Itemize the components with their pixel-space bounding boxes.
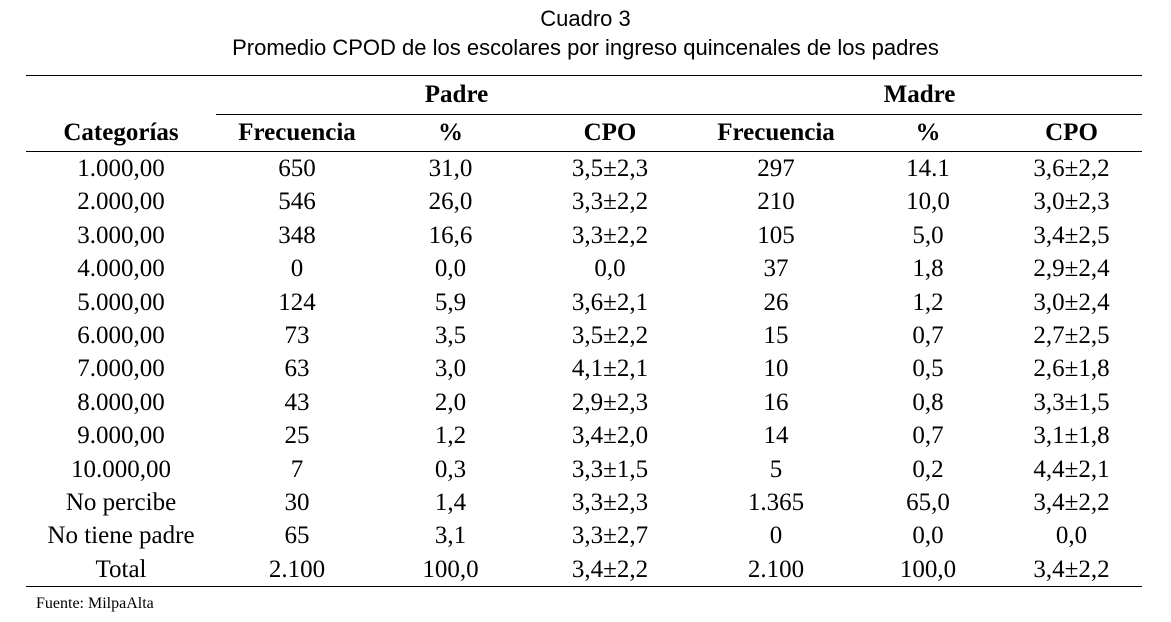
column-header: CPO <box>1001 115 1142 152</box>
source-note: Fuente: MilpaAlta <box>36 595 154 612</box>
table-cell: 0,8 <box>912 388 944 416</box>
table-row <box>26 386 1142 419</box>
table-cell: 1,8 <box>912 255 944 283</box>
table-cell: 26,0 <box>428 188 473 216</box>
table-cell: 15 <box>763 322 789 350</box>
table-cell: 8.000,00 <box>77 388 165 416</box>
column-header: Frecuencia <box>216 115 378 152</box>
table-cell: 2.100 <box>216 553 378 587</box>
table-cell: 65 <box>284 522 310 550</box>
table-cell: 3,3±2,3 <box>571 489 649 517</box>
column-header: % <box>855 115 1001 152</box>
table-cell: Total <box>26 553 216 587</box>
table-cell: 3.000,00 <box>77 221 165 249</box>
table-cell: 2,6±1,8 <box>1033 355 1110 383</box>
table-cell: 2,9±2,4 <box>1033 255 1110 283</box>
table-number: Cuadro 3 <box>540 6 631 31</box>
table-cell: 2.100 <box>697 553 855 587</box>
table-row <box>26 319 1142 352</box>
table-cell: 3,0±2,4 <box>1033 288 1110 316</box>
table-cell: 0,5 <box>912 355 944 383</box>
table-row <box>26 219 1142 252</box>
column-header: Categorías <box>26 115 216 152</box>
table-cell: 65,0 <box>906 489 950 517</box>
table-cell: 650 <box>278 155 316 182</box>
table-cell: 1,2 <box>434 422 467 450</box>
table-cell: 4,4±2,1 <box>1033 455 1110 483</box>
group-header-madre: Madre <box>697 76 1142 115</box>
table-title-block <box>0 4 1171 62</box>
table-cell: 3,3±1,5 <box>1033 388 1110 416</box>
table-cell: 3,5±2,3 <box>571 155 649 182</box>
table-cell: 210 <box>757 188 795 216</box>
table-cell: 1,4 <box>434 489 467 517</box>
table-cell: 3,3±2,2 <box>571 221 649 249</box>
table-cell: 16,6 <box>428 221 473 249</box>
table-cell: 1.365 <box>747 489 805 517</box>
table-cell: 3,4±2,5 <box>1033 221 1110 249</box>
table-body <box>26 152 1142 587</box>
table-cell: 0,2 <box>912 455 944 483</box>
group-header-padre: Padre <box>216 76 697 115</box>
table-cell: No tiene padre <box>47 522 195 550</box>
table-container <box>26 75 1142 587</box>
table-cell: 0 <box>290 255 304 283</box>
column-header-row <box>26 115 1142 152</box>
table-cell: 3,3±2,7 <box>571 522 649 550</box>
table-cell: No percibe <box>65 489 177 517</box>
table-cell: 4.000,00 <box>77 255 165 283</box>
table-cell: 3,4±2,0 <box>571 422 649 450</box>
table-cell: 5,9 <box>434 288 467 316</box>
table-cell: 5.000,00 <box>77 288 165 316</box>
table-caption: Promedio CPOD de los escolares por ingreso quincenales de los padres <box>232 35 939 60</box>
table-cell: 14.1 <box>906 155 950 182</box>
table-cell: 5,0 <box>912 221 944 249</box>
table-cell: 297 <box>757 155 795 182</box>
group-header-blank <box>26 76 216 115</box>
table-cell: 124 <box>278 288 316 316</box>
table-cell: 0,7 <box>912 322 944 350</box>
table-cell: 1,2 <box>912 288 944 316</box>
table-row <box>26 553 1142 587</box>
column-header: CPO <box>523 115 697 152</box>
table-cell: 2,0 <box>434 388 467 416</box>
table-cell: 3,0 <box>434 355 467 383</box>
table-cell: 3,1±1,8 <box>1033 422 1110 450</box>
table-cell: 2,7±2,5 <box>1033 322 1110 350</box>
table-cell: 25 <box>284 422 310 450</box>
table-cell: 63 <box>284 355 310 383</box>
table-cell: 4,1±2,1 <box>571 355 649 383</box>
table-cell: 0,0 <box>912 522 944 550</box>
table-cell: 0,0 <box>1055 522 1088 550</box>
table-cell: 10.000,00 <box>71 455 171 483</box>
table-cell: 3,4±2,2 <box>523 553 697 587</box>
column-header: % <box>378 115 523 152</box>
table-cell: 100,0 <box>855 553 1001 587</box>
table-row <box>26 519 1142 552</box>
table-cell: 10,0 <box>906 188 950 216</box>
table-cell: 3,5 <box>434 322 467 350</box>
table-cell: 100,0 <box>378 553 523 587</box>
table-cell: 5 <box>769 455 783 483</box>
table-cell: 546 <box>278 188 316 216</box>
table-cell: 0,0 <box>434 255 467 283</box>
table-cell: 3,6±2,2 <box>1033 155 1110 182</box>
table-cell: 73 <box>284 322 310 350</box>
table-row <box>26 185 1142 218</box>
table-cell: 3,5±2,2 <box>571 322 649 350</box>
data-table <box>26 76 1142 587</box>
table-cell: 16 <box>763 388 789 416</box>
table-cell: 10 <box>763 355 789 383</box>
table-cell: 37 <box>763 255 789 283</box>
table-row <box>26 486 1142 519</box>
table-cell: 3,0±2,3 <box>1033 188 1110 216</box>
table-cell: 0,3 <box>434 455 467 483</box>
table-cell: 7.000,00 <box>77 355 165 383</box>
table-cell: 9.000,00 <box>77 422 165 450</box>
table-cell: 0 <box>769 522 783 550</box>
table-cell: 348 <box>278 221 316 249</box>
table-cell: 2.000,00 <box>77 188 165 216</box>
table-row <box>26 453 1142 486</box>
table-cell: 3,4±2,2 <box>1033 489 1110 517</box>
column-header: Frecuencia <box>697 115 855 152</box>
table-cell: 3,3±2,2 <box>571 188 649 216</box>
group-header-row <box>26 76 1142 115</box>
table-cell: 6.000,00 <box>77 322 165 350</box>
table-cell: 1.000,00 <box>77 155 165 182</box>
table-cell: 0,0 <box>594 255 626 283</box>
table-row <box>26 286 1142 319</box>
table-cell: 3,3±1,5 <box>571 455 649 483</box>
table-cell: 14 <box>763 422 789 450</box>
table-cell: 3,1 <box>434 522 467 550</box>
table-cell: 2,9±2,3 <box>571 388 649 416</box>
table-row <box>26 252 1142 285</box>
table-cell: 43 <box>284 388 310 416</box>
table-cell: 3,4±2,2 <box>1001 553 1142 587</box>
table-cell: 26 <box>763 288 789 316</box>
table-cell: 3,6±2,1 <box>571 288 649 316</box>
table-row <box>26 352 1142 385</box>
table-cell: 105 <box>757 221 795 249</box>
table-row <box>26 419 1142 452</box>
table-cell: 30 <box>284 489 310 517</box>
table-row <box>26 152 1142 186</box>
table-cell: 31,0 <box>428 155 473 182</box>
table-cell: 0,7 <box>912 422 944 450</box>
table-cell: 7 <box>290 455 304 483</box>
